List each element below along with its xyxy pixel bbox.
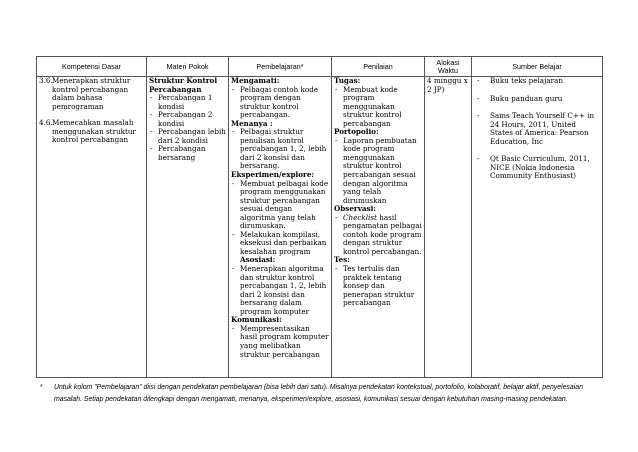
list-item: - Pelbagai contoh kode program dengan struktur kontrol percabangan. bbox=[232, 84, 319, 120]
header-pembelajaran: Pembelajaran* bbox=[229, 57, 332, 77]
footnote-text: Untuk kolom "Pembelajaran" diisi dengan pendekatan pembelajaran (bisa lebih dari satu). Misalnya pendekatan kontekstual, portofolio, kolaboratif, belajar aktif, penyelesaian masalah. Setiap pendekatan dilengkapi dengan mengamati, menanya, eksperimen/explore, asosiasi, komunikasi sesuai dengan kebutuhan masing-masing pendekatan. bbox=[54, 384, 583, 403]
list-item: - Sams Teach Yourself C++ in 24 Hours, 2011, United States of America: Pearson Education, Inc bbox=[477, 111, 595, 146]
alokasi-value: 2 JP) bbox=[427, 84, 445, 94]
kompetensi-item: 3.6. Menerapkan struktur kontrol percabangan dalam bahasa pemrograman bbox=[39, 76, 131, 111]
section-heading: Mengamati: bbox=[231, 76, 280, 85]
list-item: - Percabangan 1 kondisi bbox=[150, 93, 213, 111]
section-heading: Tes: bbox=[334, 255, 350, 265]
header-materi-pokok: Materi Pokok bbox=[147, 57, 229, 77]
cell-kompetensi bbox=[37, 77, 147, 378]
section-heading: Eksperimen/explore: bbox=[231, 170, 315, 180]
footnote bbox=[40, 382, 600, 406]
list-item: - Menerapkan algoritma dan struktur kontrol percabangan 1, 2, lebih dari 2 konsisi dan bersarang dalam program komputer bbox=[232, 264, 327, 316]
section-heading: Asosiasi: bbox=[240, 255, 276, 265]
cell-materi bbox=[147, 77, 229, 378]
cell-sumber bbox=[472, 77, 603, 378]
list-item: - Checklist hasil pengamatan pelbagai contoh kode program dengan struktur kontrol percabangan. bbox=[335, 212, 422, 256]
list-item: - Laporan pembuatan kode program menggunakan struktur kontrol percabangan sesuai dengan algoritma yang telah dirumuskan bbox=[335, 135, 417, 205]
section-heading: Komunikasi: bbox=[231, 315, 282, 325]
alokasi-value: 4 minggu x bbox=[427, 76, 468, 85]
header-penilaian: Penilaian bbox=[332, 57, 425, 77]
section-heading: Menanya : bbox=[231, 118, 273, 128]
list-item: - Buku teks pelajaran bbox=[477, 76, 563, 85]
list-item: - Pelbagai struktur penulisan kontrol percabangan 1, 2, lebih dari 2 konsisi dan bersarang. bbox=[232, 127, 327, 171]
list-item: - Percabangan bersarang bbox=[150, 144, 206, 162]
header-alokasi-waktu: Alokasi Waktu bbox=[425, 57, 472, 77]
section-heading: Observasi: bbox=[334, 204, 376, 214]
cell-penilaian bbox=[332, 77, 425, 378]
section-heading: Tugas: bbox=[334, 76, 361, 85]
list-item: - Tes tertulis dan praktek tentang konsep dan penerapan struktur percabangan bbox=[335, 264, 415, 308]
list-item: - Melakukan kompilasi, eksekusi dan perbaikan kesalahan program bbox=[232, 229, 327, 256]
list-item: - Percabangan 2 kondisi bbox=[150, 110, 213, 128]
syllabus-table bbox=[36, 56, 603, 378]
list-item: - Membuat pelbagai kode program menggunakan struktur percabangan sesuai dengan algoritma yang telah dirumuskan. bbox=[232, 178, 329, 231]
cell-alokasi bbox=[425, 77, 472, 378]
header-kompetensi-dasar: Kompetensi Dasar bbox=[37, 57, 147, 77]
kompetensi-item: 4.6. Memecahkan masalah menggunakan struktur kontrol percabangan bbox=[39, 118, 136, 145]
section-heading: Portopolio: bbox=[334, 127, 379, 137]
list-item: - Mempresentasikan hasil program komputer yang melibatkan struktur percabangan bbox=[232, 323, 329, 359]
list-item: - Percabangan lebih dari 2 kondisi bbox=[150, 127, 226, 145]
list-item: - Buku panduan guru bbox=[477, 93, 563, 103]
materi-title: Struktur Kontrol bbox=[149, 76, 218, 85]
cell-pembelajaran bbox=[229, 77, 332, 378]
list-item: - Membuat kode program menggunakan struktur kontrol percabangan bbox=[335, 84, 402, 128]
materi-subtitle: Percabangan bbox=[149, 84, 202, 94]
list-item: - Qt Basic Curriculum, 2011, NICE (Nokia Indonesia Community Enthusiast) bbox=[477, 154, 590, 181]
footnote-marker: * bbox=[40, 384, 43, 391]
header-sumber-belajar: Sumber Belajar bbox=[472, 57, 603, 77]
